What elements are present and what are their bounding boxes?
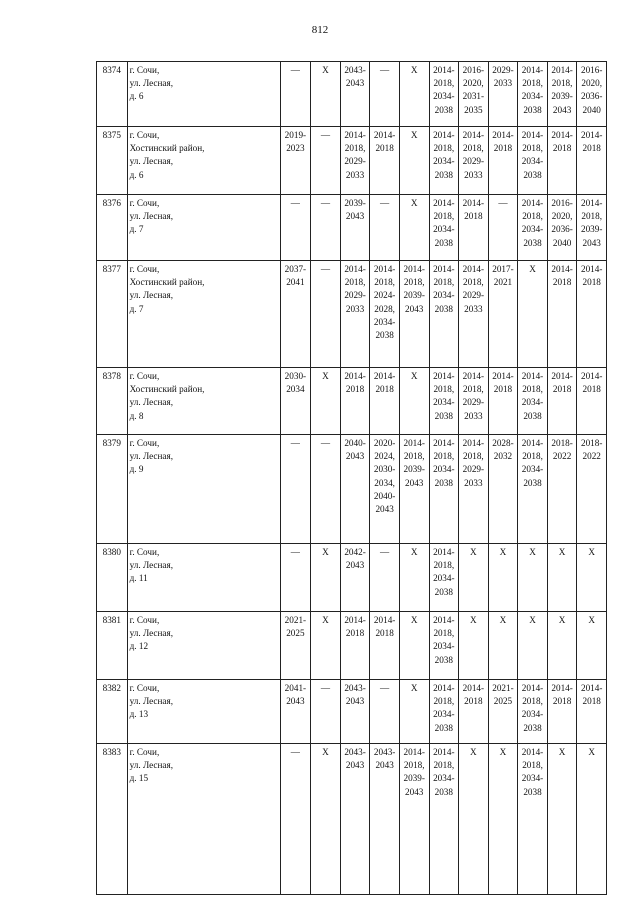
period-cell: 2014- 2018, 2034- 2038 [429, 744, 459, 895]
period-cell: 2014- 2018 [577, 680, 607, 744]
period-cell: 2014- 2018 [370, 612, 400, 680]
period-cell: 2014- 2018, 2034- 2038 [429, 544, 459, 612]
period-cell: X [488, 544, 518, 612]
period-cell: X [311, 544, 341, 612]
row-number: 8376 [97, 195, 128, 261]
period-cell: X [399, 127, 429, 195]
period-cell: X [311, 62, 341, 127]
period-cell: X [311, 612, 341, 680]
table-row [97, 435, 607, 544]
period-cell: X [399, 195, 429, 261]
period-cell: 2014- 2018, 2034- 2038 [518, 744, 548, 895]
address-cell: г. Сочи, ул. Лесная, д. 15 [127, 744, 280, 895]
period-cell: 2042- 2043 [340, 544, 370, 612]
period-cell: 2014- 2018, 2034- 2038 [518, 195, 548, 261]
row-number: 8377 [97, 261, 128, 368]
row-number: 8381 [97, 612, 128, 680]
period-cell: 2014- 2018 [547, 127, 577, 195]
period-cell: 2014- 2018 [340, 612, 370, 680]
address-cell: г. Сочи, ул. Лесная, д. 11 [127, 544, 280, 612]
period-cell: 2014- 2018, 2029- 2033 [459, 435, 489, 544]
period-cell: 2014- 2018 [488, 127, 518, 195]
period-cell: 2043- 2043 [340, 62, 370, 127]
period-cell: 2014- 2018 [370, 127, 400, 195]
period-cell: 2014- 2018 [459, 680, 489, 744]
period-cell: 2018- 2022 [577, 435, 607, 544]
period-cell: 2017- 2021 [488, 261, 518, 368]
period-cell: 2014- 2018, 2034- 2038 [429, 368, 459, 435]
period-cell: — [311, 261, 341, 368]
period-cell: 2014- 2018, 2039- 2043 [547, 62, 577, 127]
period-cell: 2014- 2018, 2034- 2038 [518, 435, 548, 544]
period-cell: 2019- 2023 [280, 127, 311, 195]
row-number: 8383 [97, 744, 128, 895]
period-cell: X [518, 612, 548, 680]
period-cell: 2014- 2018 [459, 195, 489, 261]
period-cell: 2043- 2043 [370, 744, 400, 895]
address-cell: г. Сочи, Хостинский район, ул. Лесная, д. 8 [127, 368, 280, 435]
period-cell: — [280, 435, 311, 544]
period-cell: 2014- 2018, 2029- 2033 [459, 368, 489, 435]
row-number: 8382 [97, 680, 128, 744]
table-row [97, 612, 607, 680]
period-cell: 2014- 2018, 2034- 2038 [429, 127, 459, 195]
period-cell: 2014- 2018, 2034- 2038 [518, 127, 548, 195]
period-cell: 2014- 2018, 2029- 2033 [340, 127, 370, 195]
period-cell: — [280, 195, 311, 261]
period-cell: X [399, 612, 429, 680]
period-cell: 2014- 2018 [547, 368, 577, 435]
period-cell: 2014- 2018, 2034- 2038 [429, 62, 459, 127]
period-cell: 2014- 2018 [577, 261, 607, 368]
period-cell: 2043- 2043 [340, 680, 370, 744]
period-cell: X [459, 612, 489, 680]
period-cell: X [547, 612, 577, 680]
period-cell: 2014- 2018 [488, 368, 518, 435]
row-number: 8375 [97, 127, 128, 195]
period-cell: — [280, 744, 311, 895]
period-cell: 2014- 2018, 2034- 2038 [429, 435, 459, 544]
row-number: 8379 [97, 435, 128, 544]
period-cell: — [280, 62, 311, 127]
address-cell: г. Сочи, Хостинский район, ул. Лесная, д. 6 [127, 127, 280, 195]
period-cell: — [370, 544, 400, 612]
period-cell: — [488, 195, 518, 261]
period-cell: X [311, 368, 341, 435]
period-cell: 2014- 2018, 2034- 2038 [518, 680, 548, 744]
period-cell: 2014- 2018, 2039- 2043 [399, 435, 429, 544]
period-cell: 2020- 2024, 2030- 2034, 2040- 2043 [370, 435, 400, 544]
period-cell: X [577, 544, 607, 612]
period-cell: 2029- 2033 [488, 62, 518, 127]
address-cell: г. Сочи, ул. Лесная, д. 7 [127, 195, 280, 261]
period-cell: 2014- 2018, 2034- 2038 [429, 612, 459, 680]
row-number: 8374 [97, 62, 128, 127]
period-cell: 2014- 2018, 2034- 2038 [429, 195, 459, 261]
period-cell: X [488, 744, 518, 895]
table-row [97, 744, 607, 895]
period-cell: X [399, 544, 429, 612]
period-cell: 2014- 2018, 2034- 2038 [518, 368, 548, 435]
period-cell: — [311, 127, 341, 195]
register-table [96, 61, 607, 895]
period-cell: 2014- 2018, 2039- 2043 [577, 195, 607, 261]
period-cell: 2016- 2020, 2036- 2040 [547, 195, 577, 261]
page-number: 812 [311, 24, 329, 36]
period-cell: 2041- 2043 [280, 680, 311, 744]
row-number: 8378 [97, 368, 128, 435]
period-cell: 2014- 2018, 2029- 2033 [459, 261, 489, 368]
period-cell: — [311, 195, 341, 261]
period-cell: 2018- 2022 [547, 435, 577, 544]
period-cell: 2043- 2043 [340, 744, 370, 895]
period-cell: X [459, 744, 489, 895]
row-number: 8380 [97, 544, 128, 612]
period-cell: — [311, 435, 341, 544]
period-cell: 2030- 2034 [280, 368, 311, 435]
period-cell: X [488, 612, 518, 680]
period-cell: 2014- 2018, 2029- 2033 [459, 127, 489, 195]
period-cell: 2028- 2032 [488, 435, 518, 544]
period-cell: 2014- 2018, 2039- 2043 [399, 261, 429, 368]
period-cell: 2014- 2018 [370, 368, 400, 435]
address-cell: г. Сочи, ул. Лесная, д. 6 [127, 62, 280, 127]
table-row [97, 368, 607, 435]
period-cell: 2014- 2018, 2024- 2028, 2034- 2038 [370, 261, 400, 368]
period-cell: X [547, 744, 577, 895]
table-row [97, 680, 607, 744]
period-cell: 2014- 2018, 2034- 2038 [429, 680, 459, 744]
period-cell: 2014- 2018, 2039- 2043 [399, 744, 429, 895]
address-cell: г. Сочи, Хостинский район, ул. Лесная, д. 7 [127, 261, 280, 368]
table-row [97, 261, 607, 368]
period-cell: — [370, 62, 400, 127]
period-cell: X [518, 544, 548, 612]
period-cell: — [280, 544, 311, 612]
address-cell: г. Сочи, ул. Лесная, д. 13 [127, 680, 280, 744]
period-cell: 2014- 2018, 2034- 2038 [518, 62, 548, 127]
address-cell: г. Сочи, ул. Лесная, д. 9 [127, 435, 280, 544]
period-cell: X [399, 680, 429, 744]
table-row [97, 544, 607, 612]
period-cell: — [311, 680, 341, 744]
period-cell: 2014- 2018, 2029- 2033 [340, 261, 370, 368]
period-cell: 2014- 2018 [577, 368, 607, 435]
period-cell: X [399, 62, 429, 127]
period-cell: X [577, 612, 607, 680]
period-cell: 2014- 2018, 2034- 2038 [429, 261, 459, 368]
period-cell: 2021- 2025 [280, 612, 311, 680]
address-cell: г. Сочи, ул. Лесная, д. 12 [127, 612, 280, 680]
period-cell: 2040- 2043 [340, 435, 370, 544]
period-cell: — [370, 195, 400, 261]
period-cell: 2016- 2020, 2031- 2035 [459, 62, 489, 127]
table-row [97, 127, 607, 195]
period-cell: 2021- 2025 [488, 680, 518, 744]
table-body [97, 62, 607, 895]
period-cell: X [399, 368, 429, 435]
period-cell: — [370, 680, 400, 744]
period-cell: 2014- 2018 [547, 680, 577, 744]
table-row [97, 195, 607, 261]
period-cell: X [518, 261, 548, 368]
period-cell: 2014- 2018 [547, 261, 577, 368]
period-cell: 2037- 2041 [280, 261, 311, 368]
period-cell: X [459, 544, 489, 612]
table-row [97, 62, 607, 127]
period-cell: X [311, 744, 341, 895]
period-cell: X [577, 744, 607, 895]
period-cell: 2016- 2020, 2036- 2040 [577, 62, 607, 127]
period-cell: X [547, 544, 577, 612]
period-cell: 2014- 2018 [577, 127, 607, 195]
period-cell: 2014- 2018 [340, 368, 370, 435]
period-cell: 2039- 2043 [340, 195, 370, 261]
